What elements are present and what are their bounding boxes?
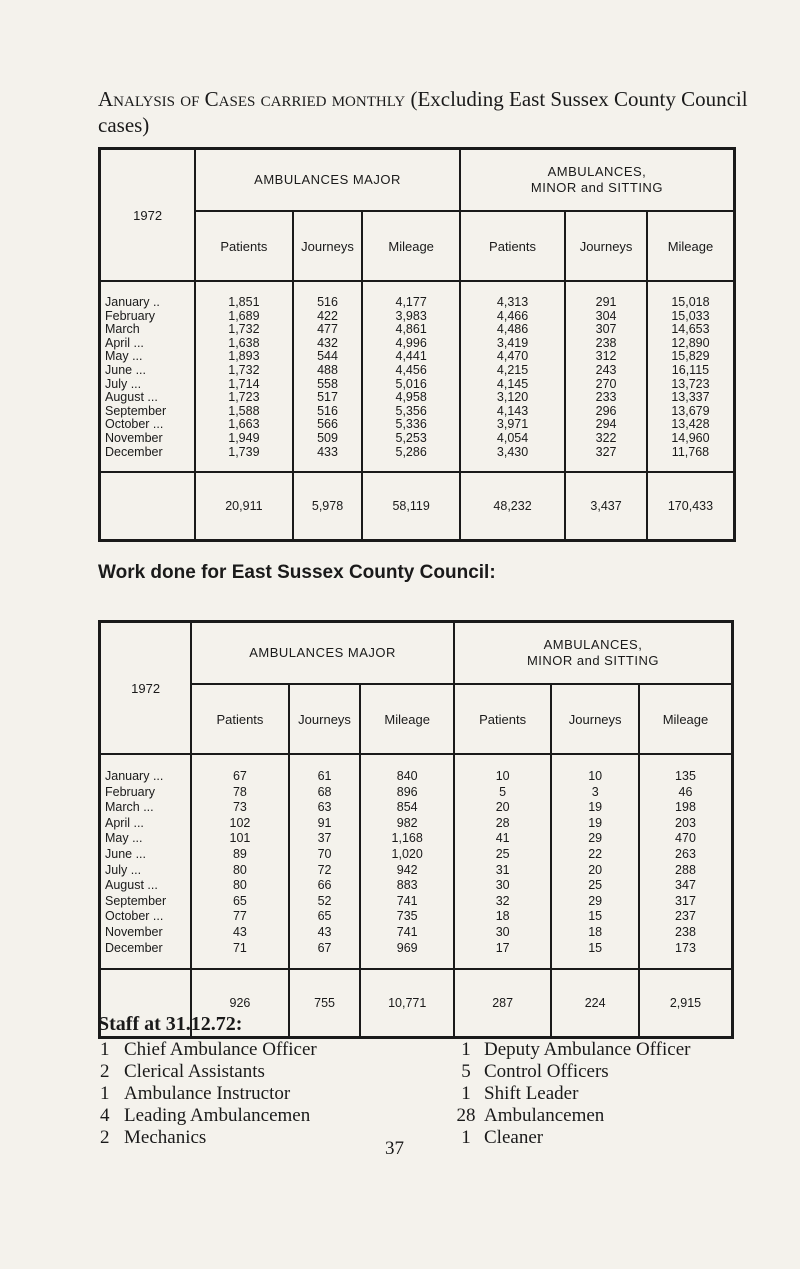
heading-smallcaps: Analysis of Cases carried monthly bbox=[98, 87, 406, 111]
minor-header-line1: AMBULANCES, bbox=[547, 164, 647, 179]
month-cell: January .. bbox=[105, 295, 160, 309]
value-cell: 5,253 bbox=[362, 432, 459, 446]
month-cell: December bbox=[105, 940, 163, 955]
col-patients: Patients bbox=[454, 684, 551, 754]
month-cell: April ... bbox=[105, 815, 144, 830]
value-cell: 4,861 bbox=[362, 323, 459, 337]
value-cell: 46 bbox=[639, 785, 733, 801]
value-cell: 243 bbox=[565, 364, 647, 378]
value-cell: 288 bbox=[639, 863, 733, 879]
value-cell: 741 bbox=[360, 925, 453, 941]
value-cell: 11,768 bbox=[647, 446, 735, 473]
value-cell: 432 bbox=[293, 337, 363, 351]
value-cell: 3,430 bbox=[460, 446, 565, 473]
staff-role: Leading Ambulancemen bbox=[124, 1105, 311, 1126]
value-cell: 43 bbox=[191, 925, 288, 941]
value-cell: 19 bbox=[551, 816, 639, 832]
staff-role: Mechanics bbox=[124, 1127, 207, 1148]
minor-group-header bbox=[454, 622, 733, 685]
value-cell: 741 bbox=[360, 894, 453, 910]
value-cell: 4,466 bbox=[460, 310, 565, 324]
value-cell: 43 bbox=[289, 925, 361, 941]
value-cell: 422 bbox=[293, 310, 363, 324]
value-cell: 1,732 bbox=[195, 323, 292, 337]
total-cell: 20,911 bbox=[195, 472, 292, 541]
value-cell: 307 bbox=[565, 323, 647, 337]
table-row bbox=[100, 816, 733, 832]
value-cell: 1,949 bbox=[195, 432, 292, 446]
staff-heading: Staff at 31.12.72: bbox=[98, 1013, 243, 1035]
staff-list-left bbox=[100, 1039, 317, 1149]
staff-item bbox=[100, 1039, 317, 1061]
value-cell: 1,020 bbox=[360, 847, 453, 863]
value-cell: 12,890 bbox=[647, 337, 735, 351]
value-cell: 4,215 bbox=[460, 364, 565, 378]
table-row bbox=[100, 878, 733, 894]
month-cell: October ... bbox=[105, 417, 164, 432]
value-cell: 516 bbox=[293, 405, 363, 419]
minor-header-line2: MINOR and SITTING bbox=[530, 180, 663, 195]
heading-rest: (Excluding East Sussex County Council cases) bbox=[98, 87, 748, 137]
value-cell: 14,653 bbox=[647, 323, 735, 337]
month-cell: June ... bbox=[105, 362, 146, 377]
major-group-header: AMBULANCES MAJOR bbox=[195, 149, 460, 212]
value-cell: 4,143 bbox=[460, 405, 565, 419]
value-cell: 896 bbox=[360, 785, 453, 801]
table-row bbox=[100, 863, 733, 879]
value-cell: 1,638 bbox=[195, 337, 292, 351]
value-cell: 37 bbox=[289, 831, 361, 847]
value-cell: 982 bbox=[360, 816, 453, 832]
minor-group-header bbox=[460, 149, 735, 212]
table-row bbox=[100, 281, 735, 310]
month-cell: September bbox=[105, 403, 167, 418]
value-cell: 238 bbox=[565, 337, 647, 351]
value-cell: 15 bbox=[551, 909, 639, 925]
value-cell: 488 bbox=[293, 364, 363, 378]
table-row bbox=[100, 364, 735, 378]
total-cell: 5,978 bbox=[293, 472, 363, 541]
value-cell: 198 bbox=[639, 800, 733, 816]
table-row bbox=[100, 323, 735, 337]
month-cell: August ... bbox=[105, 878, 158, 893]
staff-item bbox=[100, 1061, 317, 1083]
staff-count: 5 bbox=[461, 1061, 471, 1082]
value-cell: 32 bbox=[454, 894, 551, 910]
value-cell: 19 bbox=[551, 800, 639, 816]
staff-item bbox=[448, 1105, 690, 1127]
escc-table bbox=[98, 620, 734, 1039]
value-cell: 29 bbox=[551, 894, 639, 910]
table-row bbox=[100, 446, 735, 473]
staff-item bbox=[448, 1127, 690, 1149]
value-cell: 15 bbox=[551, 941, 639, 970]
month-cell: April ... bbox=[105, 335, 144, 350]
value-cell: 14,960 bbox=[647, 432, 735, 446]
month-cell: February bbox=[105, 784, 156, 799]
staff-count: 4 bbox=[100, 1105, 110, 1126]
staff-item bbox=[448, 1061, 690, 1083]
value-cell: 89 bbox=[191, 847, 288, 863]
staff-item bbox=[448, 1083, 690, 1105]
value-cell: 30 bbox=[454, 878, 551, 894]
table-row bbox=[100, 754, 733, 785]
value-cell: 18 bbox=[454, 909, 551, 925]
value-cell: 72 bbox=[289, 863, 361, 879]
value-cell: 4,958 bbox=[362, 391, 459, 405]
staff-role: Clerical Assistants bbox=[124, 1061, 265, 1082]
value-cell: 477 bbox=[293, 323, 363, 337]
month-cell: March ... bbox=[105, 800, 154, 815]
table-row bbox=[100, 894, 733, 910]
month-cell: November bbox=[105, 924, 163, 939]
staff-count: 28 bbox=[456, 1105, 476, 1126]
value-cell: 73 bbox=[191, 800, 288, 816]
value-cell: 70 bbox=[289, 847, 361, 863]
table-row bbox=[100, 350, 735, 364]
staff-item bbox=[448, 1039, 690, 1061]
value-cell: 5,336 bbox=[362, 418, 459, 432]
value-cell: 63 bbox=[289, 800, 361, 816]
staff-role: Cleaner bbox=[484, 1127, 544, 1148]
month-cell: July ... bbox=[105, 862, 142, 877]
staff-item bbox=[100, 1083, 317, 1105]
work-done-heading: Work done for East Sussex County Council: bbox=[98, 562, 496, 583]
value-cell: 317 bbox=[639, 894, 733, 910]
value-cell: 1,714 bbox=[195, 378, 292, 392]
table-row bbox=[100, 785, 733, 801]
value-cell: 29 bbox=[551, 831, 639, 847]
month-cell: August ... bbox=[105, 390, 158, 405]
month-cell: June ... bbox=[105, 846, 146, 861]
month-cell: January ... bbox=[105, 769, 164, 783]
total-cell: 58,119 bbox=[362, 472, 459, 541]
value-cell: 135 bbox=[639, 754, 733, 785]
table-row bbox=[100, 337, 735, 351]
value-cell: 30 bbox=[454, 925, 551, 941]
staff-count: 1 bbox=[100, 1039, 110, 1060]
value-cell: 1,689 bbox=[195, 310, 292, 324]
table-row bbox=[100, 378, 735, 392]
value-cell: 238 bbox=[639, 925, 733, 941]
value-cell: 16,115 bbox=[647, 364, 735, 378]
value-cell: 433 bbox=[293, 446, 363, 473]
value-cell: 4,996 bbox=[362, 337, 459, 351]
value-cell: 66 bbox=[289, 878, 361, 894]
value-cell: 854 bbox=[360, 800, 453, 816]
value-cell: 203 bbox=[639, 816, 733, 832]
value-cell: 263 bbox=[639, 847, 733, 863]
value-cell: 13,337 bbox=[647, 391, 735, 405]
value-cell: 558 bbox=[293, 378, 363, 392]
value-cell: 67 bbox=[289, 941, 361, 970]
value-cell: 1,739 bbox=[195, 446, 292, 473]
value-cell: 80 bbox=[191, 863, 288, 879]
value-cell: 4,054 bbox=[460, 432, 565, 446]
value-cell: 25 bbox=[454, 847, 551, 863]
value-cell: 4,486 bbox=[460, 323, 565, 337]
value-cell: 10 bbox=[551, 754, 639, 785]
value-cell: 291 bbox=[565, 281, 647, 310]
value-cell: 80 bbox=[191, 878, 288, 894]
page-heading bbox=[98, 86, 778, 138]
value-cell: 347 bbox=[639, 878, 733, 894]
value-cell: 237 bbox=[639, 909, 733, 925]
value-cell: 101 bbox=[191, 831, 288, 847]
col-journeys: Journeys bbox=[293, 211, 363, 281]
table-row bbox=[100, 391, 735, 405]
value-cell: 5,356 bbox=[362, 405, 459, 419]
total-cell: 224 bbox=[551, 969, 639, 1038]
year-header: 1972 bbox=[100, 149, 196, 282]
total-cell: 755 bbox=[289, 969, 361, 1038]
staff-count: 2 bbox=[100, 1127, 110, 1148]
staff-count: 1 bbox=[461, 1083, 471, 1104]
month-cell: September bbox=[105, 893, 167, 908]
value-cell: 509 bbox=[293, 432, 363, 446]
total-cell: 287 bbox=[454, 969, 551, 1038]
value-cell: 13,723 bbox=[647, 378, 735, 392]
page-number: 37 bbox=[385, 1138, 404, 1159]
value-cell: 78 bbox=[191, 785, 288, 801]
value-cell: 4,470 bbox=[460, 350, 565, 364]
value-cell: 15,829 bbox=[647, 350, 735, 364]
value-cell: 883 bbox=[360, 878, 453, 894]
col-mileage: Mileage bbox=[639, 684, 733, 754]
staff-role: Shift Leader bbox=[484, 1083, 579, 1104]
value-cell: 5 bbox=[454, 785, 551, 801]
value-cell: 65 bbox=[191, 894, 288, 910]
value-cell: 68 bbox=[289, 785, 361, 801]
staff-role: Control Officers bbox=[484, 1061, 609, 1082]
total-cell: 3,437 bbox=[565, 472, 647, 541]
value-cell: 31 bbox=[454, 863, 551, 879]
total-cell: 48,232 bbox=[460, 472, 565, 541]
col-mileage: Mileage bbox=[647, 211, 735, 281]
value-cell: 470 bbox=[639, 831, 733, 847]
value-cell: 322 bbox=[565, 432, 647, 446]
staff-role: Deputy Ambulance Officer bbox=[484, 1039, 691, 1060]
value-cell: 1,168 bbox=[360, 831, 453, 847]
total-cell: 2,915 bbox=[639, 969, 733, 1038]
staff-item bbox=[100, 1105, 317, 1127]
value-cell: 91 bbox=[289, 816, 361, 832]
value-cell: 4,456 bbox=[362, 364, 459, 378]
year-header: 1972 bbox=[100, 622, 192, 755]
value-cell: 41 bbox=[454, 831, 551, 847]
value-cell: 1,588 bbox=[195, 405, 292, 419]
table-row bbox=[100, 831, 733, 847]
value-cell: 516 bbox=[293, 281, 363, 310]
value-cell: 17 bbox=[454, 941, 551, 970]
major-group-header: AMBULANCES MAJOR bbox=[191, 622, 454, 685]
table-row bbox=[100, 925, 733, 941]
value-cell: 4,177 bbox=[362, 281, 459, 310]
table-row bbox=[100, 847, 733, 863]
value-cell: 296 bbox=[565, 405, 647, 419]
minor-header-line2: MINOR and SITTING bbox=[526, 653, 659, 668]
value-cell: 15,018 bbox=[647, 281, 735, 310]
value-cell: 61 bbox=[289, 754, 361, 785]
staff-role: Ambulancemen bbox=[484, 1105, 605, 1126]
value-cell: 10 bbox=[454, 754, 551, 785]
value-cell: 969 bbox=[360, 941, 453, 970]
total-cell: 10,771 bbox=[360, 969, 453, 1038]
table-row bbox=[100, 310, 735, 324]
staff-role: Ambulance Instructor bbox=[124, 1083, 291, 1104]
value-cell: 18 bbox=[551, 925, 639, 941]
total-cell: 170,433 bbox=[647, 472, 735, 541]
value-cell: 77 bbox=[191, 909, 288, 925]
value-cell: 173 bbox=[639, 941, 733, 970]
month-cell: December bbox=[105, 444, 163, 459]
month-cell: March bbox=[105, 322, 140, 337]
value-cell: 840 bbox=[360, 754, 453, 785]
value-cell: 3,983 bbox=[362, 310, 459, 324]
staff-item bbox=[100, 1127, 317, 1149]
staff-count: 1 bbox=[461, 1127, 471, 1148]
staff-role: Chief Ambulance Officer bbox=[124, 1039, 317, 1060]
table-row bbox=[100, 405, 735, 419]
col-patients: Patients bbox=[191, 684, 288, 754]
value-cell: 1,732 bbox=[195, 364, 292, 378]
col-patients: Patients bbox=[460, 211, 565, 281]
col-journeys: Journeys bbox=[551, 684, 639, 754]
value-cell: 67 bbox=[191, 754, 288, 785]
cases-table bbox=[98, 147, 736, 542]
value-cell: 3,419 bbox=[460, 337, 565, 351]
value-cell: 5,016 bbox=[362, 378, 459, 392]
table-row bbox=[100, 909, 733, 925]
value-cell: 52 bbox=[289, 894, 361, 910]
col-journeys: Journeys bbox=[289, 684, 361, 754]
value-cell: 1,663 bbox=[195, 418, 292, 432]
totals-row bbox=[100, 472, 735, 541]
value-cell: 1,851 bbox=[195, 281, 292, 310]
table-row bbox=[100, 418, 735, 432]
value-cell: 13,679 bbox=[647, 405, 735, 419]
value-cell: 25 bbox=[551, 878, 639, 894]
col-journeys: Journeys bbox=[565, 211, 647, 281]
value-cell: 942 bbox=[360, 863, 453, 879]
total-cell: 926 bbox=[191, 969, 288, 1038]
table-row bbox=[100, 432, 735, 446]
staff-count: 1 bbox=[100, 1083, 110, 1104]
value-cell: 544 bbox=[293, 350, 363, 364]
value-cell: 735 bbox=[360, 909, 453, 925]
month-cell: November bbox=[105, 430, 163, 445]
value-cell: 233 bbox=[565, 391, 647, 405]
table-row bbox=[100, 800, 733, 816]
staff-count: 2 bbox=[100, 1061, 110, 1082]
month-cell: May ... bbox=[105, 831, 143, 846]
month-cell: February bbox=[105, 308, 156, 323]
value-cell: 20 bbox=[551, 863, 639, 879]
value-cell: 22 bbox=[551, 847, 639, 863]
value-cell: 1,723 bbox=[195, 391, 292, 405]
value-cell: 71 bbox=[191, 941, 288, 970]
value-cell: 304 bbox=[565, 310, 647, 324]
staff-count: 1 bbox=[461, 1039, 471, 1060]
value-cell: 517 bbox=[293, 391, 363, 405]
col-mileage: Mileage bbox=[362, 211, 459, 281]
month-cell: May ... bbox=[105, 349, 143, 364]
value-cell: 4,145 bbox=[460, 378, 565, 392]
minor-header-line1: AMBULANCES, bbox=[543, 637, 643, 652]
totals-label-cell bbox=[100, 472, 196, 541]
value-cell: 270 bbox=[565, 378, 647, 392]
value-cell: 3 bbox=[551, 785, 639, 801]
value-cell: 5,286 bbox=[362, 446, 459, 473]
value-cell: 102 bbox=[191, 816, 288, 832]
value-cell: 13,428 bbox=[647, 418, 735, 432]
month-cell: July ... bbox=[105, 376, 142, 391]
value-cell: 1,893 bbox=[195, 350, 292, 364]
value-cell: 327 bbox=[565, 446, 647, 473]
value-cell: 3,971 bbox=[460, 418, 565, 432]
value-cell: 28 bbox=[454, 816, 551, 832]
value-cell: 65 bbox=[289, 909, 361, 925]
value-cell: 4,313 bbox=[460, 281, 565, 310]
value-cell: 294 bbox=[565, 418, 647, 432]
value-cell: 15,033 bbox=[647, 310, 735, 324]
value-cell: 3,120 bbox=[460, 391, 565, 405]
table-row bbox=[100, 941, 733, 970]
staff-list-right bbox=[448, 1039, 690, 1149]
month-cell: October ... bbox=[105, 909, 164, 924]
value-cell: 566 bbox=[293, 418, 363, 432]
value-cell: 20 bbox=[454, 800, 551, 816]
value-cell: 4,441 bbox=[362, 350, 459, 364]
value-cell: 312 bbox=[565, 350, 647, 364]
col-mileage: Mileage bbox=[360, 684, 453, 754]
col-patients: Patients bbox=[195, 211, 292, 281]
